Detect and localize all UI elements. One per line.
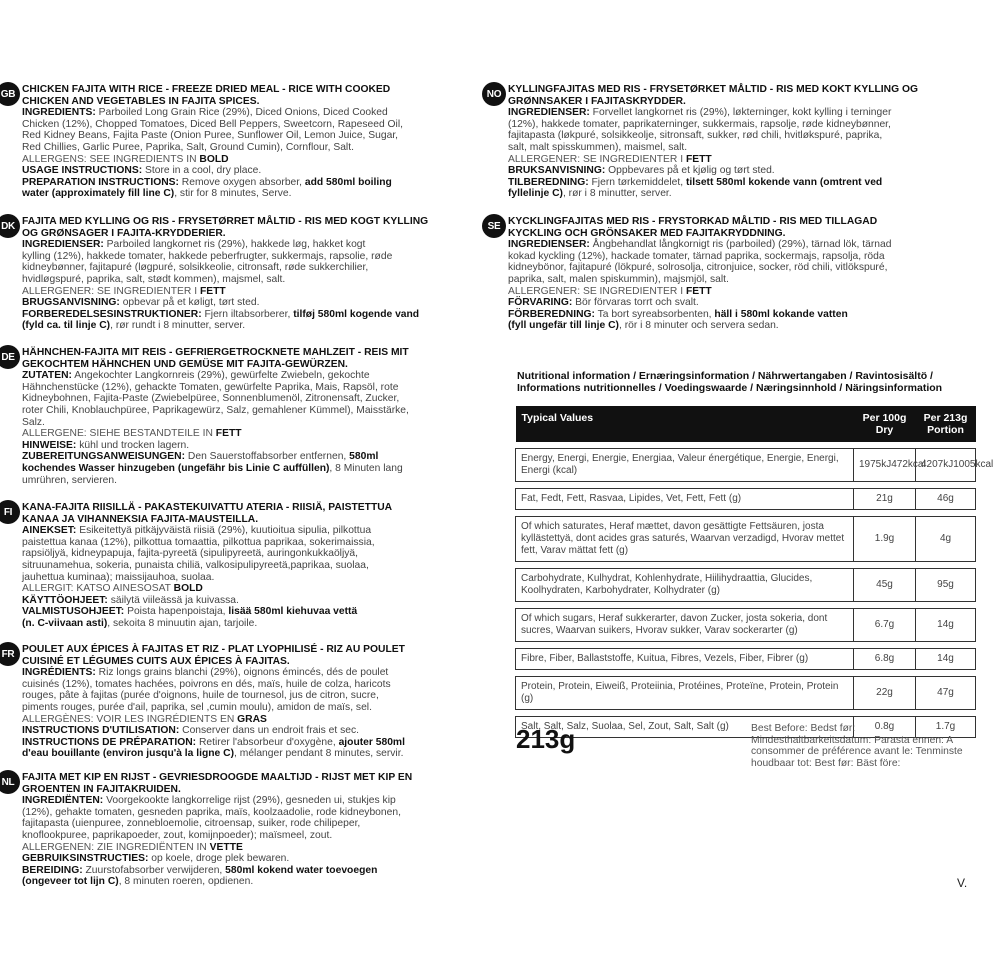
ingredients-text: rapsiöljyä, kidneypapuja, fajita-pyreetä (sipulipyreetä, auringonkukkaöljyä, (22, 548, 358, 560)
section-text (22, 347, 480, 486)
section-title: GRØNNSAKER I FAJITASKRYDDER. (508, 95, 686, 107)
prep-text: , 8 Minuten lang (329, 462, 403, 474)
ingredients-text: kidneybønner, fajitapuré (løgpuré, solsikkeolie, citronsaft, røde sukkerchilier, (22, 262, 369, 274)
ingredients-label: INGREDIËNTEN: (22, 795, 104, 807)
language-badge: DE (0, 345, 20, 369)
nutrient-label: Of which sugars, Heraf sukkerarter, davon Zucker, josta sokeria, dont sucres, Waarvan suikers, Hvorav sukker, Varav sockerarter (g) (516, 609, 854, 642)
prep-text: , rør rundt i 8 minutter, server. (110, 320, 246, 332)
nutrition-table (515, 406, 993, 738)
section-title: FAJITA MED KYLLING OG RIS - FRYSETØRRET MÅLTID - RIS MED KOGT KYLLING (22, 216, 429, 227)
section-title: CHICKEN FAJITA WITH RICE - FREEZE DRIED MEAL - RICE WITH COOKED (22, 84, 391, 95)
nutrient-label: Protein, Protein, Eiweiß, Proteiinia, Protéines, Proteïne, Protein, Protein (g) (516, 677, 854, 710)
language-badge: GB (0, 82, 20, 106)
usage-label: BRUGSANVISNING: (22, 297, 120, 309)
ingredients-text: paprika, salt, malen spiskummin), majsmjöl, salt. (508, 273, 729, 285)
prep-line (508, 188, 976, 200)
prep-bold: häll i 580ml kokande vatten (714, 308, 848, 320)
nutrition-row (516, 649, 976, 670)
allergens-bold: GRAS (237, 713, 267, 725)
row-gap (516, 482, 976, 489)
prep-bold: (fyld ca. til linje C) (22, 320, 111, 332)
usage-label: BRUKSANVISNING: (508, 165, 606, 177)
allergens-line (22, 428, 480, 440)
value-text: 6.8g (874, 653, 895, 664)
ingredients-text: kylling (12%), hakkede tomater, hakkede peberfrugter, sukkermajs, rapsolie, røde (22, 250, 393, 262)
ingredients-line (22, 251, 480, 263)
ingredients-line (22, 537, 480, 549)
usage-text: Bör förvaras torrt och svalt. (572, 297, 699, 309)
value-per-213g (916, 489, 976, 510)
prep-line (22, 876, 480, 888)
ingredients-line (508, 130, 976, 142)
value-per-213g (916, 649, 976, 670)
section-title: KYLLINGFAJITAS MED RIS - FRYSETØRKET MÅLTID - RIS MED KOKT KYLLING OG (508, 84, 918, 95)
value-text: 95g (937, 579, 954, 590)
language-badge: NL (0, 770, 20, 794)
usage-text: Oppbevares på et kjølig og tørt sted. (605, 165, 775, 177)
usage-line (22, 725, 480, 737)
allergens-bold: FETT (199, 285, 226, 297)
value-text: 14g (937, 653, 954, 664)
section-text (22, 502, 480, 630)
section-text (22, 772, 480, 888)
ingredients-text: fajitapasta (uienpuree, zonnebloemolie, citroensap, suiker, rode chilipeper, (22, 818, 361, 830)
ingredients-label: ZUTATEN: (22, 370, 72, 382)
allergens-text: ALLERGENER: SE INGREDIENTER I (22, 285, 200, 297)
value-per-100g (854, 449, 926, 482)
ingredients-text: rouges, pâte à fajitas (purée d'oignons, huile de tournesol, jus de citron, sucre, (22, 690, 379, 702)
gap-cell (516, 482, 976, 489)
row-gap (516, 642, 976, 649)
prep-text: , rør i 8 minutter, server. (562, 188, 672, 200)
allergens-bold: FETT (215, 428, 242, 440)
prep-bold: water (approximately fill line C) (22, 188, 175, 200)
best-before-line: Best før: (814, 757, 854, 769)
ingredients-line (22, 548, 480, 560)
nutrient-label: Fibre, Fiber, Ballaststoffe, Kuitua, Fibres, Vezels, Fiber, Fibrer (g) (516, 649, 854, 670)
prep-bold: 580ml kokend water toevoegen (225, 864, 378, 876)
corner-mark: V. (957, 876, 968, 890)
nutrition-header-row (516, 406, 976, 442)
ingredients-line (22, 525, 480, 537)
ingredients-text: Red Kidney Beans, Fajita Paste (Onion Puree, Sunflower Oil, Lemon Juice, Sugar, (22, 130, 399, 142)
ingredients-label: INGREDIENSER: (22, 239, 104, 251)
prep-text: , sekoita 8 minuutin ajan, tarjoile. (107, 617, 258, 629)
prep-bold: (ongeveer tot lijn C) (22, 876, 119, 888)
prep-text: Fjern tørkemiddelet, (588, 176, 686, 188)
prep-bold: ajouter 580ml (338, 736, 405, 748)
prep-text: , stir for 8 minutes, Serve. (174, 188, 292, 200)
ingredients-text: roter Chili, Knoblauchpüree, Paprikagewürz, Salz, gemahlener Kümmel), Maisstärke, (22, 404, 409, 416)
usage-label: HINWEISE: (22, 439, 77, 451)
prep-line (22, 463, 480, 475)
allergens-line (22, 842, 480, 854)
prep-bold: tilføj 580ml kogende vand (293, 308, 420, 320)
best-before-line: Mindesthaltbarkeitsdatum: (751, 734, 872, 746)
gap-cell (516, 670, 976, 677)
nutrition-row (516, 569, 976, 602)
usage-line (22, 440, 480, 452)
prep-bold: d'eau bouillante (environ jusqu'à la ligne C) (22, 748, 235, 760)
value-text: 1975kJ (859, 459, 892, 470)
allergens-line (508, 286, 976, 298)
ingredients-line (508, 142, 976, 154)
ingredients-text: hvidløgspuré, paprika, salt, stødt kommen), majsmel, salt. (22, 273, 286, 285)
allergens-line (22, 154, 480, 166)
usage-line (22, 297, 480, 309)
value-text: 1.9g (874, 533, 895, 544)
usage-text: Store in a cool, dry place. (142, 165, 262, 177)
ingredients-text: Riz longs grains blanchi (29%), oignons émincés, dés de poulet (95, 667, 389, 679)
ingredients-line (22, 274, 480, 286)
usage-label: FÖRVARING: (508, 297, 573, 309)
ingredients-line (22, 119, 480, 131)
allergens-line (22, 583, 480, 595)
value-per-100g (854, 489, 916, 510)
col-per-213g-line1: Per 213g (923, 412, 968, 424)
ingredients-text: Voorgekookte langkorrelige rijst (29%), gesneden ui, stukjes kip (103, 795, 396, 807)
col-typical-values: Typical Values (516, 406, 854, 442)
ingredients-text: sitruunamehua, sokeria, punaista chiliä, valkosipulipyreetä,paprikaa, suolaa, (22, 559, 369, 571)
value-text: 45g (876, 579, 893, 590)
section-text (508, 84, 976, 200)
value-text: 4g (939, 533, 952, 544)
ingredients-text: Angekochter Langkornreis (29%), gewürfelte Zwiebeln, gekochte (71, 370, 370, 382)
row-gap (516, 710, 976, 717)
prep-text: Remove oxygen absorber, (178, 176, 305, 188)
ingredients-line (22, 702, 480, 714)
ingredients-line (508, 262, 976, 274)
prep-label: PREPARATION INSTRUCTIONS: (22, 176, 179, 188)
nutrition-row (516, 609, 976, 642)
usage-line (508, 165, 976, 177)
ingredients-text: Salz. (22, 416, 45, 428)
allergens-bold: BOLD (199, 153, 229, 165)
ingredients-text: Parboiled langkornet ris (29%), hakkede løg, hakket kogt (103, 239, 366, 251)
section-title: KYCKLING OCH GRÖNSAKER MED FAJITAKRYDDNING. (508, 227, 786, 239)
value-text: 6.7g (874, 619, 895, 630)
ingredients-line (508, 239, 976, 251)
prep-line (22, 618, 480, 630)
prep-text: Zuurstofabsorber verwijderen, (82, 864, 226, 876)
language-badge: NO (482, 82, 506, 106)
section-text (22, 644, 480, 760)
prep-line (22, 309, 480, 321)
usage-line (22, 853, 480, 865)
allergens-bold: VETTE (209, 841, 243, 853)
prep-line (22, 320, 480, 332)
section-title: CUISINÉ ET LÉGUMES CUITS AUX ÉPICES À FAJITAS. (22, 655, 290, 667)
value-per-100g (854, 677, 916, 710)
gap-cell (516, 510, 976, 517)
usage-text: Conserver dans un endroit frais et sec. (179, 725, 359, 737)
prep-line (508, 177, 976, 189)
prep-text: , mélanger pendant 8 minutes, servir. (234, 748, 404, 760)
ingredients-text: Kidneybohnen, Fajita-Paste (Zwiebelpüree, Sonnenblumenöl, Zitronensaft, Zucker, (22, 393, 400, 405)
allergens-text: ALLERGENER: SE INGREDIENTER I (508, 153, 686, 165)
ingredients-label: INGREDIENSER: (508, 239, 590, 251)
value-per-213g (916, 517, 976, 562)
allergens-line (22, 286, 480, 298)
ingredients-text: knoflookpuree, paprikapoeder, zout, komijnpoeder); maïsmeel, zout. (22, 829, 333, 841)
prep-label: TILBEREDNING: (508, 176, 589, 188)
value-text: 22g (876, 687, 893, 698)
prep-bold: add 580ml boiling (304, 176, 392, 188)
usage-text: op koele, droge plek bewaren. (148, 853, 290, 865)
usage-line (22, 595, 480, 607)
nutrition-row (516, 677, 976, 710)
ingredients-text: Hähnchenstücke (12%), gehackte Tomaten, gewürfelte Paprika, Mais, Rapsöl, rote (22, 381, 399, 393)
language-badge: FI (0, 500, 20, 524)
value-text: 472kcal (891, 459, 926, 470)
usage-line (22, 165, 480, 177)
nutrient-label: Energy, Energi, Energie, Energiaa, Valeur énergétique, Energie, Energi, Energi (kcal) (516, 449, 854, 482)
value-per-213g (916, 677, 976, 710)
ingredients-line (22, 830, 480, 842)
nutrition-row (516, 517, 976, 562)
ingredients-text: paistettua kanaa (12%), pilkottua tomaattia, pilkottua paprikaa, sokerimaissia, (22, 536, 375, 548)
allergens-text: ALLERGENER: SE INGREDIENTER I (508, 285, 686, 297)
ingredients-line (22, 679, 480, 691)
ingredients-text: kidneybönor, fajitapuré (lökpuré, solrosolja, citronjuice, socker, röd chili, vitlökspuré, (508, 262, 888, 274)
prep-text: , 8 minuten roeren, opdienen. (118, 876, 254, 888)
prep-line (22, 188, 480, 200)
allergens-text: ALLERGENEN: ZIE INGREDIËNTEN IN (22, 841, 210, 853)
gap-cell (516, 562, 976, 569)
usage-label: USAGE INSTRUCTIONS: (22, 165, 143, 177)
prep-line (508, 320, 976, 332)
gap-cell (516, 602, 976, 609)
prep-line (22, 606, 480, 618)
language-badge: DK (0, 214, 20, 238)
prep-bold: fyllelinje C) (508, 188, 563, 200)
usage-text: säilytä viileässä ja kuivassa. (107, 594, 239, 606)
ingredients-text: cuisinés (12%), tomates hachées, poivrons en dés, maïs, huile de colza, haricots (22, 678, 391, 690)
ingredients-text: Chicken (12%), Chopped Tomatoes, Diced Bell Peppers, Sweetcorn, Rapeseed Oil, (22, 118, 403, 130)
section-text (22, 216, 480, 332)
section-title: FAJITA MET KIP EN RIJST - GEVRIESDROOGDE MAALTIJD - RIJST MET KIP EN (22, 772, 413, 783)
prep-text: Fjern iltabsorberer, (201, 308, 294, 320)
ingredients-line (22, 795, 480, 807)
col-per-213g-line2: Portion (927, 424, 964, 436)
col-per-100g-line2: Dry (875, 424, 894, 436)
prep-text: Ta bort syreabsorbenten, (594, 308, 715, 320)
prep-label: INSTRUCTIONS DE PRÉPARATION: (22, 736, 197, 748)
value-text: 21g (876, 493, 893, 504)
best-before-line: Best Before: (751, 723, 808, 734)
section-title: POULET AUX ÉPICES À FAJITAS ET RIZ - PLAT LYOPHILISÉ - RIZ AU POULET (22, 644, 405, 655)
allergens-bold: FETT (685, 285, 712, 297)
ingredients-text: fajitapasta (løkpuré, solsikkeolje, sitronsaft, sukker, rød chili, hvitløkspuré, paprika, (508, 130, 883, 142)
prep-text: , rör i 8 minuter och servera sedan. (618, 320, 779, 332)
value-text: 1005kcal (953, 459, 993, 470)
prep-label: ZUBEREITUNGSANWEISUNGEN: (22, 451, 186, 463)
prep-line (22, 865, 480, 877)
section-title: CHICKEN AND VEGETABLES IN FAJITA SPICES. (22, 95, 260, 107)
ingredients-line (22, 690, 480, 702)
ingredients-text: kokad kyckling (12%), hackade tomater, tärnad paprika, sockermajs, rapsolja, röda (508, 250, 885, 262)
allergens-text: ALLERGIT: KATSO AINESOSAT (22, 583, 174, 595)
nutrition-heading-line: Nutritional information / Ernæringsinformation / Nährwertangaben / Ravintosisältö / (517, 370, 933, 382)
allergens-bold: FETT (685, 153, 712, 165)
prep-label: BEREIDING: (22, 864, 83, 876)
prep-bold: kochendes Wasser hinzugeben (ungefähr bis Linie C auffüllen) (22, 462, 330, 474)
section-title: KANAA JA VIHANNEKSIA FAJITA-MAUSTEILLA. (22, 513, 259, 525)
ingredients-line (22, 107, 480, 119)
ingredients-text: Forvellet langkornet ris (29%), løkterninger, kokt kylling i terninger (589, 107, 892, 119)
ingredients-line (508, 119, 976, 131)
ingredients-line (22, 667, 480, 679)
section-title: HÄHNCHEN-FAJITA MIT REIS - GEFRIERGETROCKNETE MAHLZEIT - REIS MIT (22, 347, 409, 358)
value-per-213g (916, 569, 976, 602)
ingredients-line (22, 807, 480, 819)
ingredients-line (508, 251, 976, 263)
ingredients-line (22, 572, 480, 584)
ingredients-line (22, 239, 480, 251)
prep-text: Poista hapenpoistaja, (124, 606, 229, 618)
prep-bold: (n. C-viivaan asti) (22, 617, 108, 629)
ingredients-text: Esikeitettyä pitkäjyväistä riisiä (29%), kuutioitua sipulia, pilkottua (76, 525, 372, 537)
prep-line (22, 748, 480, 760)
nutrient-label: Carbohydrate, Kulhydrat, Kohlenhydrate, Hiilihydraattia, Glucides, Koolhydraten, Karbohydrater, Kolhydrater (g) (516, 569, 854, 602)
section-title: GEKOCHTEM HÄHNCHEN UND GEMÜSE MIT FAJITA-GEWÜRZEN. (22, 358, 348, 370)
section-title: OG GRØNSAGER I FAJITA-KRYDDERIER. (22, 227, 226, 239)
ingredients-line (22, 382, 480, 394)
prep-label: VALMISTUSOHJEET: (22, 606, 125, 618)
ingredients-line (22, 405, 480, 417)
nutrition-heading (517, 370, 977, 394)
ingredients-label: INGRÉDIENTS: (22, 667, 96, 679)
col-per-100g-line1: Per 100g (862, 412, 907, 424)
nutrient-label: Of which saturates, Heraf mættet, davon gesättigte Fettsäuren, josta kyllästettyä, dont acides gras saturés, Waarvan verzadigd, Hvorav mettet fett, Varav mättat fett (g) (516, 517, 854, 562)
allergens-text: ALLERGENS: SEE INGREDIENTS IN (22, 153, 200, 165)
ingredients-line (22, 393, 480, 405)
ingredients-line (22, 370, 480, 382)
net-weight: 213g (516, 724, 576, 754)
ingredients-text: Red Chillies, Garlic Puree, Paprika, Salt, Ground Cumin), Cornflour, Salt. (22, 141, 354, 153)
value-per-100g (854, 649, 916, 670)
nutrition-row (516, 489, 976, 510)
value-per-213g (916, 449, 993, 482)
best-before-line: Bäst före: (856, 757, 901, 769)
prep-line (22, 737, 480, 749)
allergens-text: ALLERGENE: SIEHE BESTANDTEILE IN (22, 428, 216, 440)
language-badge: SE (482, 214, 506, 238)
ingredients-text: (12%), gehakte tomaten, gesneden paprika, maïs, koolzaadolie, rode kidneybonen, (22, 806, 401, 818)
nutrient-label: Salt, Salt, Salz, Suolaa, Sel, Zout, Salt, Salt (g) (516, 717, 854, 738)
ingredients-line (22, 262, 480, 274)
section-title: GROENTEN IN FAJITAKRUIDEN. (22, 783, 181, 795)
usage-line (508, 297, 976, 309)
allergens-line (22, 714, 480, 726)
ingredients-line (508, 107, 976, 119)
section-text (508, 216, 976, 332)
ingredients-line (22, 560, 480, 572)
col-per-213g (916, 406, 976, 442)
prep-bold: lisää 580ml kiehuvaa vettä (228, 606, 358, 618)
prep-text: umrühren, servieren. (22, 474, 117, 486)
prep-line (508, 309, 976, 321)
value-per-213g (916, 609, 976, 642)
prep-label: FORBEREDELSESINSTRUKTIONER: (22, 308, 202, 320)
gap-cell (516, 642, 976, 649)
prep-bold: (fyll ungefär till linje C) (508, 320, 619, 332)
ingredients-text: (12%), hakkede tomater, paprikaterninger, sukkermais, rapsolje, røde kidneybønner, (508, 118, 891, 130)
usage-text: kühl und trocken lagern. (76, 439, 190, 451)
usage-label: GEBRUIKSINSTRUCTIES: (22, 853, 149, 865)
ingredients-text: Parboiled Long Grain Rice (29%), Diced Onions, Diced Cooked (95, 107, 388, 119)
nutrient-label: Fat, Fedt, Fett, Rasvaa, Lipides, Vet, Fett, Fett (g) (516, 489, 854, 510)
usage-text: opbevar på et køligt, tørt sted. (119, 297, 260, 309)
best-before-block (751, 723, 970, 769)
language-badge: FR (0, 642, 20, 666)
usage-label: KÄYTTÖOHJEET: (22, 594, 108, 606)
usage-label: INSTRUCTIONS D'UTILISATION: (22, 725, 180, 737)
value-text: 0.8g (874, 721, 895, 732)
nutrition-heading-line: Informations nutritionnelles / Voedingswaarde / Næringsinnhold / Näringsinformation (517, 382, 943, 394)
value-text: 47g (937, 687, 954, 698)
value-text: 4207kJ (921, 459, 954, 470)
ingredients-line (22, 417, 480, 429)
value-per-100g (854, 569, 916, 602)
ingredients-text: Ångbehandlat långkornigt ris (parboiled) (29%), tärnad lök, tärnad (589, 239, 892, 251)
best-before-line: Tenminste houdbaar tot: (751, 746, 963, 769)
allergens-text: ALLERGÈNES: VOIR LES INGRÉDIENTS EN (22, 713, 238, 725)
prep-line (22, 177, 480, 189)
prep-bold: tilsett 580ml kokende vann (omtrent ved (685, 176, 883, 188)
best-before-line: Bedst før: (810, 723, 856, 734)
prep-text: Retirer l'absorbeur d'oxygène, (196, 736, 339, 748)
value-text: 1.7g (935, 721, 956, 732)
ingredients-text: salt, malt spisskummen), maismel, salt. (508, 141, 688, 153)
row-gap (516, 602, 976, 609)
ingredients-text: piments rouges, purée d'ail, paprika, sel ,cumin moulu), amidon de maïs, sel. (22, 701, 372, 713)
best-before-line: A consommer de préférence avant le: (751, 734, 953, 758)
value-text: 46g (937, 493, 954, 504)
section-title: KYCKLINGFAJITAS MED RIS - FRYSTORKAD MÅLTID - RIS MED TILLAGAD (508, 216, 878, 227)
ingredients-label: AINEKSET: (22, 525, 77, 537)
best-before-line: Parasta ennen: (874, 734, 944, 746)
nutrition-row (516, 449, 976, 482)
allergens-bold: BOLD (173, 583, 203, 595)
prep-text: Den Sauerstoffabsorber entfernen, (185, 451, 350, 463)
value-text: 14g (937, 619, 954, 630)
prep-label: FÖRBEREDNING: (508, 308, 595, 320)
ingredients-label: INGREDIENTS: (22, 107, 96, 119)
ingredients-line (22, 142, 480, 154)
section-title: KANA-FAJITA RIISILLÄ - PAKASTEKUIVATTU ATERIA - RIISIÄ, PAISTETTUA (22, 502, 393, 513)
row-gap (516, 670, 976, 677)
ingredients-text: jauhettua kuminaa); maissijauhoa, suolaa. (22, 571, 215, 583)
ingredients-line (508, 274, 976, 286)
col-per-100g (854, 406, 916, 442)
ingredients-line (22, 130, 480, 142)
ingredients-line (22, 818, 480, 830)
section-text (22, 84, 480, 200)
row-gap (516, 562, 976, 569)
allergens-line (508, 154, 976, 166)
value-per-100g (854, 517, 916, 562)
gap-cell (516, 710, 976, 717)
prep-bold: 580ml (349, 451, 379, 463)
prep-line (22, 451, 480, 463)
row-gap (516, 510, 976, 517)
ingredients-label: INGREDIENSER: (508, 107, 590, 119)
value-per-100g (854, 609, 916, 642)
